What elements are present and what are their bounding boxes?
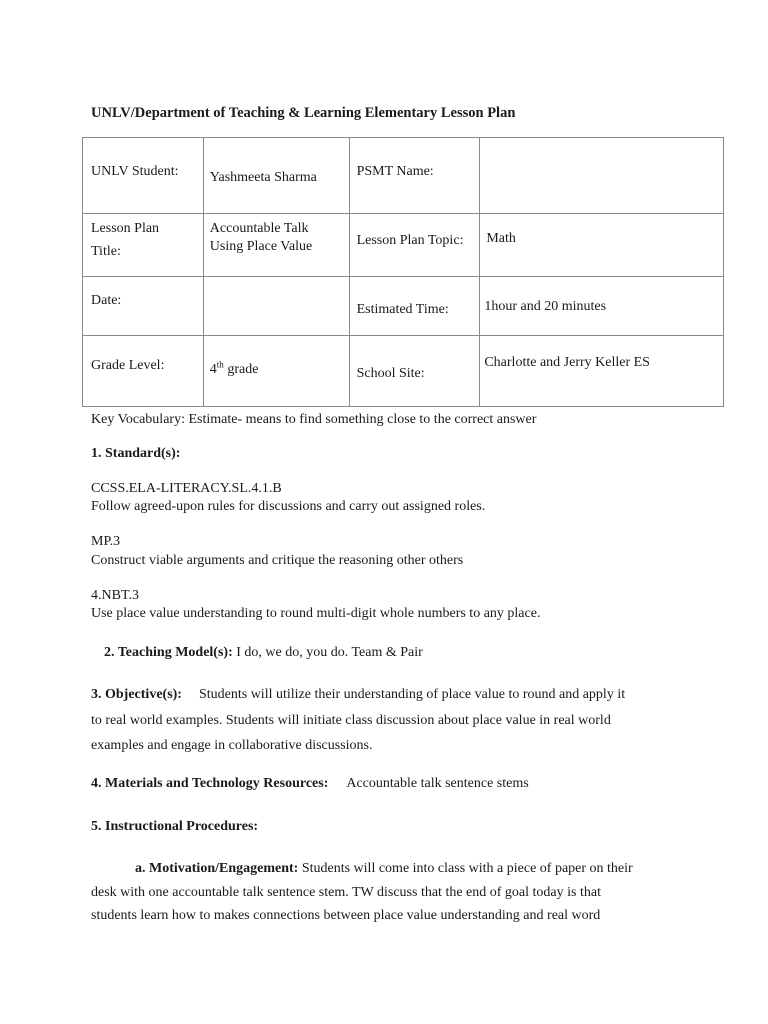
- teaching-model-heading: 2. Teaching Model(s):: [104, 645, 233, 660]
- topic-value: Math: [486, 231, 516, 246]
- topic-value-cell: [480, 214, 724, 277]
- topic-label-cell: [349, 214, 480, 277]
- materials-heading: 4. Materials and Technology Resources:: [91, 776, 329, 791]
- student-label: UNLV Student:: [91, 164, 179, 179]
- psmt-label: PSMT Name:: [356, 164, 434, 179]
- grade-label-cell: [83, 336, 204, 407]
- motivation-line-1: [135, 860, 633, 878]
- table-row-student: [83, 138, 724, 214]
- lesson-info-table: [82, 137, 724, 407]
- grade-number: 4: [209, 362, 217, 377]
- motivation-heading: a. Motivation/Engagement:: [135, 861, 299, 876]
- date-label: Date:: [91, 293, 122, 308]
- materials-text: Accountable talk sentence stems: [346, 776, 529, 791]
- site-value-cell: [480, 336, 724, 407]
- standard-3-text: Use place value understanding to round multi-digit whole numbers to any place.: [91, 606, 541, 621]
- grade-ordinal-suffix: th: [216, 359, 224, 370]
- student-value: Yashmeeta Sharma: [209, 170, 317, 185]
- objectives-text-1: Students will utilize their understanding of place value to round and apply it: [198, 687, 626, 702]
- standard-1-text: Follow agreed-upon rules for discussions and carry out assigned roles.: [91, 499, 486, 514]
- site-label-cell: [349, 336, 480, 407]
- table-row-grade: [83, 336, 724, 407]
- grade-value-cell: [203, 336, 349, 407]
- motivation-line-3: students learn how to makes connections between place value understanding and real word: [91, 908, 601, 923]
- psmt-label-cell: [349, 138, 480, 214]
- table-row-title: [83, 214, 724, 277]
- standard-3-code: 4.NBT.3: [91, 588, 139, 603]
- motivation-line-2: desk with one accountable talk sentence stem. TW discuss that the end of goal today is that: [91, 885, 601, 900]
- standard-2-text: Construct viable arguments and critique the reasoning other others: [91, 553, 464, 568]
- procedures-heading-text: 5. Instructional Procedures:: [91, 819, 259, 834]
- objectives-line-1: [91, 686, 625, 704]
- title-value-line1: Accountable Talk: [209, 221, 309, 236]
- objectives-line-3: examples and engage in collaborative discussions.: [91, 738, 373, 753]
- time-label: Estimated Time:: [356, 302, 449, 317]
- student-label-cell: [83, 138, 204, 214]
- date-label-cell: [83, 277, 204, 336]
- title-value-line2: Using Place Value: [209, 239, 313, 254]
- student-value-cell: [203, 138, 349, 214]
- title-value-cell: [203, 214, 349, 277]
- time-label-cell: [349, 277, 480, 336]
- title-label-line1: Lesson Plan: [91, 221, 160, 236]
- motivation-text-1: Students will come into class with a piece of paper on their: [298, 861, 633, 876]
- time-value: 1hour and 20 minutes: [484, 299, 607, 314]
- time-value-cell: [480, 277, 724, 336]
- topic-label: Lesson Plan Topic:: [356, 233, 464, 248]
- materials: [91, 775, 529, 793]
- procedures-heading: [91, 818, 258, 836]
- title-label-line2: Title:: [91, 244, 121, 259]
- standard-1-code: CCSS.ELA-LITERACY.SL.4.1.B: [91, 481, 282, 496]
- site-label: School Site:: [356, 366, 425, 381]
- objectives-line-2: to real world examples. Students will initiate class discussion about place value in real world: [91, 713, 611, 728]
- grade-value: [210, 361, 259, 379]
- standard-2-code: MP.3: [91, 534, 121, 549]
- psmt-value-cell: [480, 138, 724, 214]
- grade-label: Grade Level:: [91, 358, 165, 373]
- table-row-date: [83, 277, 724, 336]
- teaching-model-text: I do, we do, you do. Team & Pair: [232, 645, 423, 660]
- teaching-model: [104, 644, 423, 662]
- standards-heading-text: 1. Standard(s):: [91, 446, 181, 461]
- document-title: UNLV/Department of Teaching & Learning Elementary Lesson Plan: [91, 105, 516, 121]
- grade-word: grade: [223, 362, 259, 377]
- objectives-heading: 3. Objective(s):: [91, 687, 182, 702]
- key-vocabulary: Key Vocabulary: Estimate- means to find something close to the correct answer: [91, 412, 537, 427]
- site-value: Charlotte and Jerry Keller ES: [484, 355, 650, 370]
- date-value-cell: [203, 277, 349, 336]
- title-label-cell: [83, 214, 204, 277]
- standards-heading: [91, 445, 180, 463]
